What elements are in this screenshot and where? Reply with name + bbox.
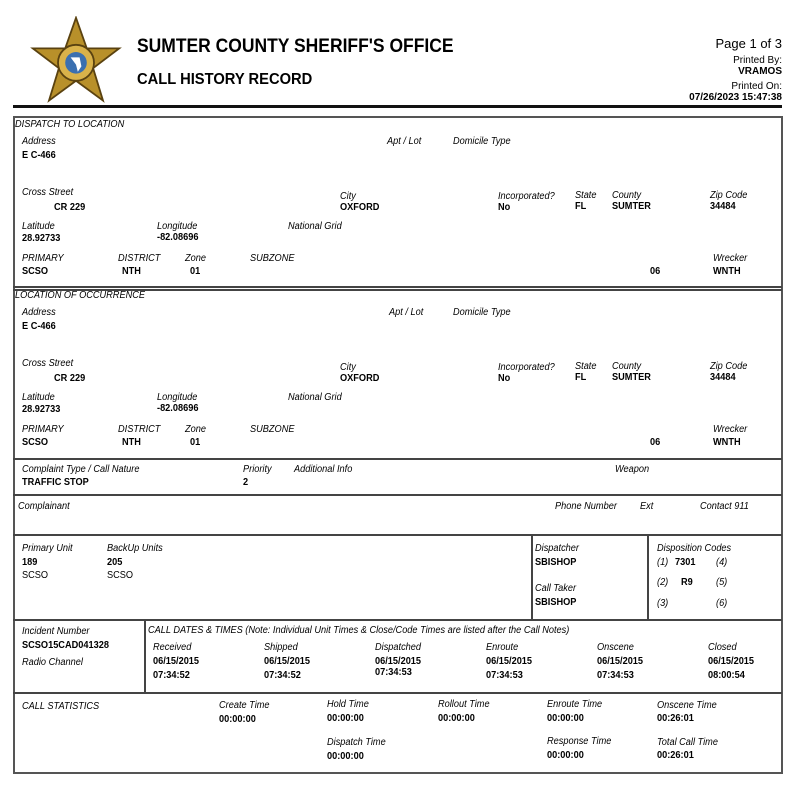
city-label: City (340, 191, 356, 202)
time-label: Received (153, 642, 192, 653)
city: OXFORD (340, 373, 380, 384)
time-label: Enroute (486, 642, 519, 653)
city-label: City (340, 362, 356, 373)
time-value: 07:34:52 (153, 670, 190, 681)
complainant-label: Complainant (18, 501, 70, 512)
apt-label: Apt / Lot (389, 307, 424, 318)
org-name: SUMTER COUNTY SHERIFF'S OFFICE (137, 36, 454, 57)
apt-label: Apt / Lot (387, 136, 422, 147)
sheriff-star-logo (28, 16, 124, 106)
dispatcher: SBISHOP (535, 557, 577, 568)
cross-street-label: Cross Street (22, 187, 74, 198)
disposition-codes-label: Disposition Codes (657, 543, 732, 554)
domicile-label: Domicile Type (453, 307, 511, 318)
state: FL (575, 372, 587, 383)
city: OXFORD (340, 202, 380, 213)
time-col-dispatched (375, 642, 425, 678)
incident-number-label: Incident Number (22, 626, 90, 637)
code-slot-1: (1) (657, 557, 669, 568)
latitude-label: Latitude (22, 221, 55, 232)
printed-by: VRAMOS (738, 66, 782, 77)
response-time-label: Response Time (547, 736, 612, 747)
dispatch-time: 00:00:00 (327, 751, 364, 762)
address: E C-466 (22, 150, 56, 161)
latitude: 28.92733 (22, 233, 61, 244)
primary: SCSO (22, 266, 49, 277)
domicile-label: Domicile Type (453, 136, 511, 147)
longitude: -82.08696 (157, 232, 199, 243)
code-slot-6: (6) (716, 598, 728, 609)
code-slot-2: (2) (657, 577, 669, 588)
section-heading: LOCATION OF OCCURRENCE (15, 290, 146, 301)
priority-label: Priority (243, 464, 272, 475)
code-1: 7301 (675, 557, 696, 568)
code-slot-5: (5) (716, 577, 728, 588)
divider (13, 494, 782, 496)
divider (13, 619, 782, 621)
divider (13, 534, 782, 536)
rollout-time: 00:00:00 (438, 713, 475, 724)
zone-label: Zone (185, 424, 206, 435)
address: E C-466 (22, 321, 56, 332)
primary-unit-agency: SCSO (22, 570, 49, 581)
county-label: County (612, 190, 642, 201)
time-label: Closed (708, 642, 737, 653)
address-label: Address (22, 307, 56, 318)
header-rule (13, 105, 782, 108)
incorporated-label: Incorporated? (498, 362, 555, 373)
time-col-shipped (264, 642, 314, 681)
phone-label: Phone Number (555, 501, 617, 512)
state-label: State (575, 361, 597, 372)
zip: 34484 (710, 201, 736, 212)
complaint-type: TRAFFIC STOP (22, 477, 89, 488)
backup-units-label: BackUp Units (107, 543, 163, 554)
printed-by-label: Printed By: (733, 55, 782, 66)
time-date: 06/15/2015 (486, 656, 533, 667)
complaint-type-label: Complaint Type / Call Nature (22, 464, 140, 475)
onscene-time: 00:26:01 (657, 713, 694, 724)
subzone: 06 (650, 266, 661, 277)
time-label: Shipped (264, 642, 298, 653)
primary-unit: 189 (22, 557, 38, 568)
section-heading: DISPATCH TO LOCATION (15, 119, 125, 130)
time-label: Dispatched (375, 642, 422, 653)
primary-label: PRIMARY (22, 253, 64, 264)
incorporated: No (498, 202, 511, 213)
printed-on: 07/26/2023 15:47:38 (689, 92, 782, 103)
time-col-onscene (597, 642, 647, 681)
district-label: DISTRICT (118, 253, 161, 264)
time-value: 07:34:53 (375, 667, 412, 678)
wrecker: WNTH (713, 437, 741, 448)
time-value: 08:00:54 (708, 670, 745, 681)
district: NTH (122, 437, 141, 448)
call-times-heading: CALL DATES & TIMES (Note: Individual Unit Times & Close/Code Times are listed after the Call Notes) (148, 625, 570, 636)
page-number: Page 1 of 3 (715, 36, 782, 51)
backup-unit-agency: SCSO (107, 570, 134, 581)
create-time: 00:00:00 (219, 714, 256, 725)
time-date: 06/15/2015 (597, 656, 644, 667)
county: SUMTER (612, 201, 651, 212)
total-call-time-label: Total Call Time (657, 737, 718, 748)
create-time-label: Create Time (219, 700, 270, 711)
subzone-label: SUBZONE (250, 424, 295, 435)
code-slot-4: (4) (716, 557, 728, 568)
time-col-enroute (486, 642, 536, 681)
divider (647, 535, 649, 620)
time-col-received (153, 642, 203, 681)
dispatch-time-label: Dispatch Time (327, 737, 386, 748)
response-time: 00:00:00 (547, 750, 584, 761)
zip-label: Zip Code (710, 190, 748, 201)
longitude-label: Longitude (157, 221, 198, 232)
zone: 01 (190, 437, 201, 448)
total-call-time: 00:26:01 (657, 750, 694, 761)
hold-time: 00:00:00 (327, 713, 364, 724)
printed-on-label: Printed On: (731, 81, 782, 92)
divider (13, 692, 782, 694)
zip-label: Zip Code (710, 361, 748, 372)
contact-label: Contact 911 (700, 501, 749, 512)
code-2: R9 (681, 577, 693, 588)
incorporated: No (498, 373, 511, 384)
primary-unit-label: Primary Unit (22, 543, 73, 554)
time-value: 07:34:53 (486, 670, 523, 681)
incident-number: SCSO15CAD041328 (22, 640, 109, 651)
divider (144, 620, 146, 693)
onscene-time-label: Onscene Time (657, 700, 717, 711)
ext-label: Ext (640, 501, 654, 512)
zone: 01 (190, 266, 201, 277)
time-date: 06/15/2015 (153, 656, 200, 667)
state-label: State (575, 190, 597, 201)
divider (531, 535, 533, 620)
wrecker-label: Wrecker (713, 253, 748, 264)
cross-street-label: Cross Street (22, 358, 74, 369)
call-statistics-heading: CALL STATISTICS (22, 701, 100, 712)
cross-street: CR 229 (54, 202, 86, 213)
national-grid-label: National Grid (288, 392, 342, 403)
backup-unit: 205 (107, 557, 123, 568)
time-value: 07:34:53 (597, 670, 634, 681)
hold-time-label: Hold Time (327, 699, 369, 710)
cross-street: CR 229 (54, 373, 86, 384)
time-date: 06/15/2015 (264, 656, 311, 667)
time-date: 06/15/2015 (375, 656, 422, 667)
time-date: 06/15/2015 (708, 656, 755, 667)
incorporated-label: Incorporated? (498, 191, 555, 202)
enroute-time-label: Enroute Time (547, 699, 603, 710)
primary: SCSO (22, 437, 49, 448)
district: NTH (122, 266, 141, 277)
longitude-label: Longitude (157, 392, 198, 403)
zone-label: Zone (185, 253, 206, 264)
zip: 34484 (710, 372, 736, 383)
address-label: Address (22, 136, 56, 147)
divider (13, 458, 782, 460)
district-label: DISTRICT (118, 424, 161, 435)
longitude: -82.08696 (157, 403, 199, 414)
weapon-label: Weapon (615, 464, 650, 475)
priority: 2 (243, 477, 249, 488)
call-taker: SBISHOP (535, 597, 577, 608)
national-grid-label: National Grid (288, 221, 342, 232)
dispatcher-label: Dispatcher (535, 543, 579, 554)
code-slot-3: (3) (657, 598, 669, 609)
radio-channel-label: Radio Channel (22, 657, 83, 668)
time-value: 07:34:52 (264, 670, 301, 681)
time-col-closed (708, 642, 758, 681)
report-title: CALL HISTORY RECORD (137, 71, 313, 88)
call-taker-label: Call Taker (535, 583, 577, 594)
time-label: Onscene (597, 642, 634, 653)
latitude-label: Latitude (22, 392, 55, 403)
state: FL (575, 201, 587, 212)
subzone: 06 (650, 437, 661, 448)
enroute-time: 00:00:00 (547, 713, 584, 724)
county-label: County (612, 361, 642, 372)
wrecker-label: Wrecker (713, 424, 748, 435)
wrecker: WNTH (713, 266, 741, 277)
county: SUMTER (612, 372, 651, 383)
divider (13, 286, 782, 288)
subzone-label: SUBZONE (250, 253, 295, 264)
rollout-time-label: Rollout Time (438, 699, 490, 710)
primary-label: PRIMARY (22, 424, 64, 435)
latitude: 28.92733 (22, 404, 61, 415)
additional-info-label: Additional Info (294, 464, 353, 475)
